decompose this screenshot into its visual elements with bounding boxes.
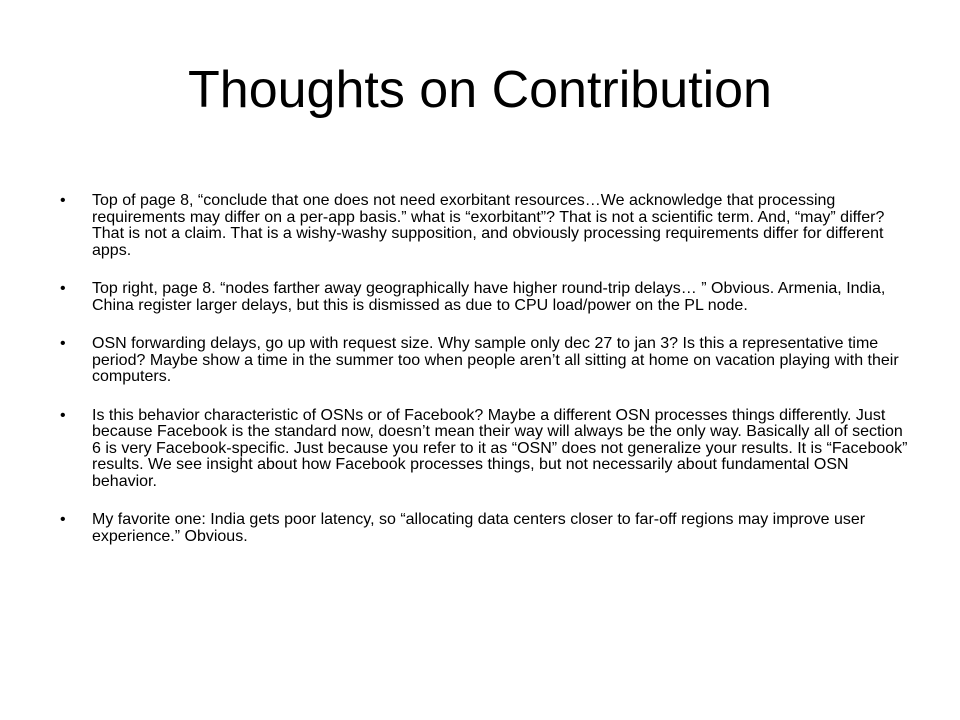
bullet-item-3 [60,336,916,386]
bullet-dot-icon: • [60,280,66,297]
bullet-item-5 [60,512,916,545]
bullet-dot-icon: • [60,511,66,528]
bullet-item-4 [60,408,916,491]
bullet-item-2 [60,281,916,314]
bullet-item-1 [60,193,916,259]
bullet-list [60,193,916,567]
bullet-text-3: OSN forwarding delays, go up with request size. Why sample only dec 27 to jan 3? Is this a representative time period? Maybe show a time in the summer too when people aren’t all sitting at home on vacation playing with their computers. [92,335,899,385]
bullet-dot-icon: • [60,406,66,424]
bullet-dot-icon: • [60,192,66,209]
bullet-text-2: Top right, page 8. “nodes farther away geographically have higher round-trip delays… ” Obvious. Armenia, India, China register larger delays, but this is dismissed as due to CPU load/power on the PL node. [92,280,886,314]
bullet-text-4: Is this behavior characteristic of OSNs or of Facebook? Maybe a different OSN processes things differently. Just because Facebook is the standard now, doesn’t mean their way will always be the only way. Basically all of section 6 is very Facebook-specific. Just because you refer to it as “OSN” does not generalize your results. It is “Facebook” results. We see insight about how Facebook processes things, but not necessarily about fundamental OSN behavior. [92,406,908,490]
bullet-text-5: My favorite one: India gets poor latency, so “allocating data centers closer to far-off regions may improve user experience.” Obvious. [92,511,866,545]
bullet-text-1: Top of page 8, “conclude that one does not need exorbitant resources…We acknowledge that processing requirements may differ on a per-app basis.” what is “exorbitant”? That is not a scientific term. And, “may” differ? That is not a claim. That is a wishy-washy supposition, and obviously processing requirements differ for different apps. [92,192,885,259]
slide-title: Thoughts on Contribution [188,61,772,119]
bullet-dot-icon: • [60,335,66,352]
